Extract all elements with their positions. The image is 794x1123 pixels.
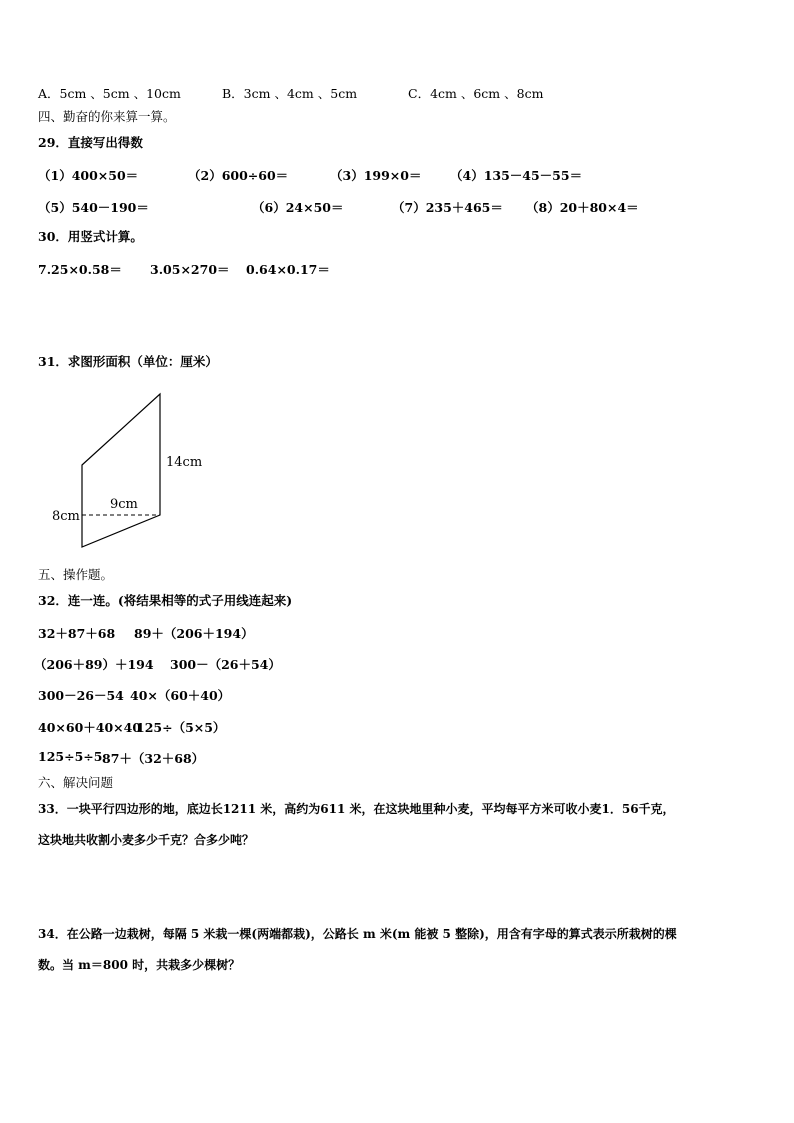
q29-item-1: （1）400×50＝ <box>38 168 139 183</box>
q32-right-4: 125÷（5×5） <box>136 720 226 735</box>
q29-item-2: （2）600÷60＝ <box>188 168 289 183</box>
q32-right-1: 89＋（206＋194） <box>134 626 254 641</box>
choice-c: C．4cm 、6cm 、8cm <box>408 86 544 101</box>
q32-left-5: 125÷5÷5 <box>38 749 103 764</box>
section6-title: 六、解决问题 <box>38 775 114 790</box>
label-14cm: 14cm <box>166 455 203 470</box>
section5-title: 五、操作题。 <box>38 567 114 582</box>
q33-line1: 33．一块平行四边形的地，底边长1211 米，高约为611 米，在这块地里种小麦，平均每平方米可收小麦1．56千克， <box>38 802 675 816</box>
q29-item-3: （3）199×0＝ <box>330 168 422 183</box>
q29-item-8: （8）20＋80×4＝ <box>526 200 639 215</box>
q30-item-2: 3.05×270＝ <box>150 262 230 277</box>
q32-left-4: 40×60＋40×40 <box>38 720 142 735</box>
q32-right-3: 40×（60＋40） <box>130 688 231 703</box>
q29-item-5: （5）540－190＝ <box>38 200 149 215</box>
q32-right-5: 87＋（32＋68） <box>102 751 205 766</box>
q32-left-3: 300－26－54 <box>38 688 124 703</box>
q30-title: 30．用竖式计算。 <box>38 229 143 244</box>
q29-title: 29．直接写出得数 <box>38 135 143 150</box>
q32-title: 32．连一连。(将结果相等的式子用线连起来) <box>38 593 293 608</box>
q31-title: 31．求图形面积（单位：厘米） <box>38 354 218 369</box>
trapezoid-shape <box>82 394 160 547</box>
choice-b: B．3cm 、4cm 、5cm <box>222 86 358 101</box>
q29-item-6: （6）24×50＝ <box>252 200 344 215</box>
choice-a: A．5cm 、5cm 、10cm <box>38 86 181 101</box>
q30-item-1: 7.25×0.58＝ <box>38 262 122 277</box>
q29-item-7: （7）235＋465＝ <box>392 200 503 215</box>
q32-left-1: 32＋87＋68 <box>38 626 116 641</box>
label-8cm: 8cm <box>52 509 80 524</box>
section4-title: 四、勤奋的你来算一算。 <box>38 109 176 124</box>
q30-item-3: 0.64×0.17＝ <box>246 262 330 277</box>
label-9cm: 9cm <box>110 497 138 512</box>
q34-line2: 数。当 m＝800 时，共栽多少棵树？ <box>38 958 241 972</box>
q32-right-2: 300－（26＋54） <box>170 657 281 672</box>
q29-item-4: （4）135－45－55＝ <box>450 168 583 183</box>
q32-left-2: （206＋89）＋194 <box>34 657 154 672</box>
q34-line1: 34．在公路一边栽树，每隔 5 米栽一棵(两端都栽)，公路长 m 米(m 能被 5 整除)，用含有字母的算式表示所栽树的棵 <box>38 927 677 941</box>
q33-line2: 这块地共收割小麦多少千克？合多少吨？ <box>38 833 255 847</box>
